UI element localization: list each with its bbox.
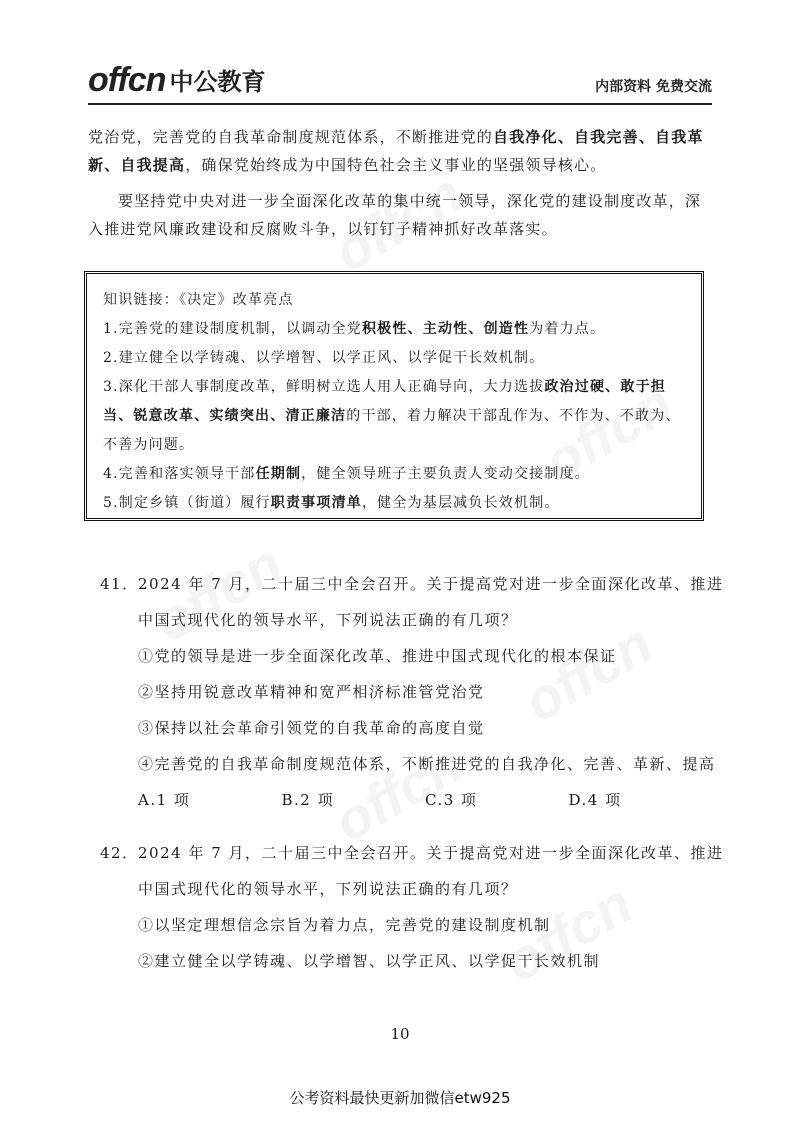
logo-cn-text: 中公教育 (169, 68, 266, 96)
header-divider (88, 103, 712, 105)
knowledge-item-2: 2.建立健全以学铸魂、以学增智、以学正风、以学促干长效机制。 (103, 350, 545, 366)
knowledge-item-4: 4.完善和落实领导干部任期制，健全领导班子主要负责人变动交接制度。 (103, 466, 590, 482)
choice-a[interactable]: A.1 项 (138, 791, 191, 809)
knowledge-item-1: 1.完善党的建设制度机制，以调动全党积极性、主动性、创造性为着力点。 (103, 321, 606, 337)
question-stem: 42．2024 年 7 月，二十届三中全会召开。关于提高党对进一步全面深化改革、推进 (100, 835, 712, 871)
choice-d[interactable]: D.4 项 (568, 791, 622, 809)
footer-note: 公考资料最快更新加微信etw925 (289, 1089, 511, 1107)
question-stem-continued: 中国式现代化的领导水平，下列说法正确的有几项？ (138, 880, 518, 898)
question-number: 41． (100, 575, 139, 593)
knowledge-title: 知识链接：《决定》改革亮点 (103, 292, 294, 308)
intro-paragraph-2: 要坚持党中央对进一步全面深化改革的集中统一领导，深化党的建设制度改革，深入推进党风廉政建设和反腐败斗争，以钉钉子精神抓好改革落实。 (88, 192, 702, 238)
choice-b[interactable]: B.2 项 (281, 791, 335, 809)
question-number: 42． (100, 844, 139, 862)
statement-1: ①以坚定理想信念宗旨为着力点，完善党的建设制度机制 (138, 916, 551, 934)
question-41 (100, 566, 724, 818)
offcn-logo (88, 62, 265, 98)
answer-choices (100, 782, 712, 818)
knowledge-item-5: 5.制定乡镇（街道）履行职责事项清单，健全为基层减负长效机制。 (103, 495, 560, 511)
intro-paragraph-1: 党治党，完善党的自我革命制度规范体系，不断推进党的自我净化、自我完善、自我革新、自我提高，确保党始终成为中国特色社会主义事业的坚强领导核心。 (88, 128, 704, 174)
statement-2: ②建立健全以学铸魂、以学增智、以学正风、以学促干长效机制 (138, 952, 601, 970)
knowledge-link-box (84, 271, 704, 521)
header-notice: 内部资料 免费交流 (595, 79, 712, 95)
statement-3: ③保持以社会革命引领党的自我革命的高度自觉 (138, 719, 485, 737)
page-header (88, 62, 712, 102)
question-stem: 41．2024 年 7 月，二十届三中全会召开。关于提高党对进一步全面深化改革、推进 (100, 566, 712, 602)
question-42 (100, 835, 724, 979)
statement-4: ④完善党的自我革命制度规范体系，不断推进党的自我净化、完善、革新、提高 (138, 755, 716, 773)
statement-1: ①党的领导是进一步全面深化改革、推进中国式现代化的根本保证 (138, 647, 617, 665)
logo-latin-text: offcn (88, 61, 166, 99)
page-number: 10 (390, 1025, 410, 1043)
choice-c[interactable]: C.3 项 (425, 791, 478, 809)
knowledge-item-3: 3.深化干部人事制度改革，鲜明树立选人用人正确导向，大力选拔政治过硬、敢于担当、锐意改革、实绩突出、清正廉洁的干部，着力解决干部乱作为、不作为、不敢为、不善为问题。 (103, 379, 681, 453)
question-stem-continued: 中国式现代化的领导水平，下列说法正确的有几项？ (138, 611, 518, 629)
statement-2: ②坚持用锐意改革精神和宽严相济标准管党治党 (138, 683, 485, 701)
